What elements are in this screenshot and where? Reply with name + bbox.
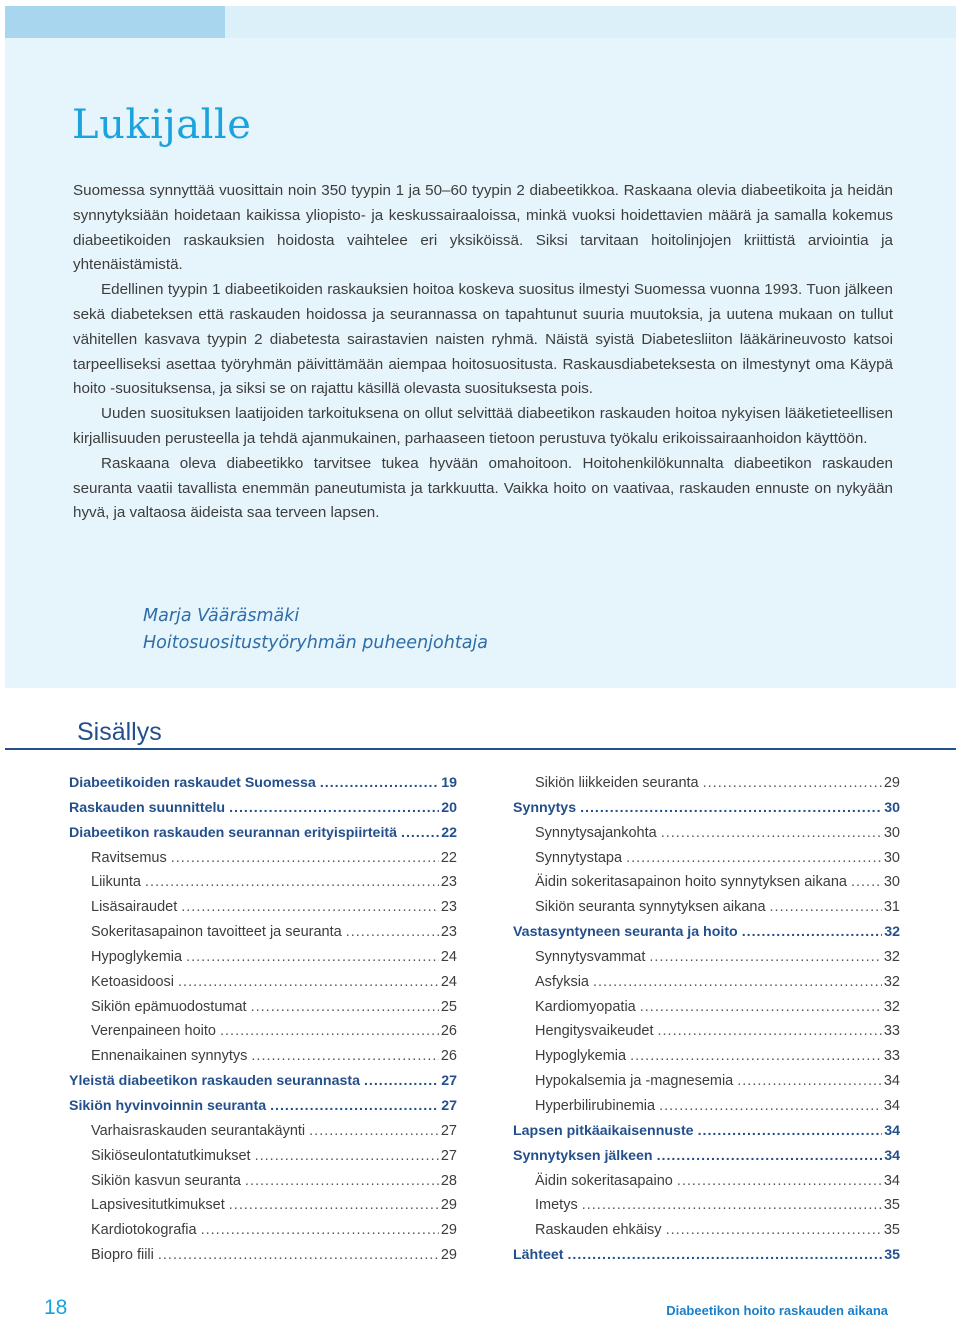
toc-entry-label: Äidin sokeritasapaino [535,1172,673,1189]
signature [143,603,488,657]
toc-leader-dots [703,775,882,791]
toc-entry-label: Synnytysajankohta [535,824,657,841]
toc-entry-page: 34 [883,1097,900,1114]
toc-leader-dots [657,1148,883,1164]
intro-title: Lukijalle [72,102,252,148]
toc-entry-label: Hyperbilirubinemia [535,1097,656,1114]
toc-leader-dots [698,1123,883,1139]
toc-entry-label: Hypoglykemia [91,948,183,965]
toc-entry[interactable] [69,949,457,974]
toc-entry-label: Diabeetikon raskauden seurannan erityispiirteitä [69,824,398,841]
toc-entry-page: 19 [441,775,457,791]
toc-left-column [69,775,457,1272]
toc-entry-page: 34 [883,1172,900,1189]
toc-entry-label: Imetys [535,1197,578,1214]
intro-paragraph-1: Suomessa synnyttää vuosittain noin 350 tyypin 1 ja 50–60 tyypin 2 diabeetikkoa. Raskaana olevia diabeetikoita ja heidän synnytyksiään hoidetaan kaikissa yliopisto- ja keskussairaaloissa, minkä vuoksi hoidettavien määrä ja samalla kokemus diabeetikoiden raskauksien hoidosta vaihtelee eri yksiköissä. Siksi tarvitaan hoitolinjojen kriittistä arviointia ja yhtenäistämistä. [73,182,893,274]
toc-leader-dots [270,1098,439,1114]
toc-leader-dots [593,974,882,990]
toc-entry[interactable] [69,1247,457,1272]
toc-entry[interactable] [513,999,900,1024]
toc-entry[interactable] [69,1173,457,1198]
toc-leader-dots [661,825,882,841]
toc-entry-label: Yleistä diabeetikon raskauden seurannasta [69,1073,360,1090]
toc-leader-dots [171,850,439,866]
toc-entry[interactable] [513,974,900,999]
toc-leader-dots [582,1197,882,1213]
toc-entry-label: Vastasyntyneen seuranta ja hoito [513,924,738,941]
toc-leader-dots [229,800,439,816]
toc-entry[interactable] [69,1048,457,1073]
toc-right-column [513,775,900,1272]
toc-entry-label: Diabeetikoiden raskaudet Suomessa [69,775,316,791]
toc-leader-dots [145,874,439,890]
toc-entry-label: Ravitsemus [91,849,167,866]
toc-entry[interactable] [513,1048,900,1073]
toc-entry[interactable] [513,899,900,924]
toc-entry-label: Lapsen pitkäaikaisennuste [513,1122,694,1139]
signature-name: Marja Vääräsmäki [143,606,300,626]
intro-paragraph-2: Edellinen tyypin 1 diabeetikoiden raskauksien hoitoa koskeva suositus ilmestyi Suomessa vuonna 1993. Tuon jälkeen sekä diabeteksen että raskauden hoidossa ja seurannassa on tapahtunut suuria muutoksia, ja uutena mukaan on tullut vähitellen kasvava tyypin 2 diabetesta sairastavien naisten ryhmä. Näistä syistä Diabetesliiton lääkärineuvosto katsoi tarpeelliseksi asettaa työryhmän päivittämään aiempaa hoitosuositusta. Raskausdiabeteksesta on ilmestynyt oma Käypä hoito -suosituksensa, ja siksi se on rajattu käsillä olevasta suosituksesta pois. [73,281,893,398]
toc-leader-dots [640,999,882,1015]
signature-role: Hoitosuositustyöryhmän puheenjohtaja [143,633,489,653]
toc-entry-page: 34 [884,1147,900,1164]
toc-entry-page: 35 [884,1247,900,1264]
toc-entry[interactable] [69,1023,457,1048]
toc-entry-label: Lähteet [513,1247,564,1264]
toc-entry-page: 30 [883,849,900,866]
toc-entry-page: 27 [441,1073,457,1090]
toc-entry[interactable] [513,1148,900,1173]
toc-entry-label: Sikiön epämuodostumat [91,998,247,1015]
toc-leader-dots [580,800,882,816]
toc-entry-label: Hypokalsemia ja -magnesemia [535,1073,734,1090]
toc-entry-page: 29 [883,775,900,791]
toc-entry-page: 30 [883,874,900,891]
toc-entry-label: Synnytyksen jälkeen [513,1147,653,1164]
toc-leader-dots [320,775,439,791]
toc-entry[interactable] [69,924,457,949]
toc-entry-label: Sikiön liikkeiden seuranta [535,775,699,791]
toc-leader-dots [255,1148,439,1164]
toc-entry[interactable] [69,800,457,825]
toc-entry-label: Sikiön seuranta synnytyksen aikana [535,899,766,916]
toc-entry-label: Lisäsairaudet [91,899,178,916]
toc-entry-page: 29 [440,1222,457,1239]
toc-entry-label: Sikiön kasvun seuranta [91,1172,241,1189]
toc-entry-label: Asfyksia [535,973,589,990]
toc-entry-page: 28 [440,1172,457,1189]
page-number: 18 [44,1296,68,1319]
toc-entry-label: Ennenaikainen synnytys [91,1048,248,1065]
toc-entry[interactable] [513,850,900,875]
toc-entry[interactable] [513,1247,900,1272]
toc-entry-label: Verenpaineen hoito [91,1023,216,1040]
toc-leader-dots [309,1123,439,1139]
toc-entry-label: Hengitysvaikeudet [535,1023,654,1040]
toc-leader-dots [364,1073,439,1089]
intro-paragraph-4: Raskaana oleva diabeetikko tarvitsee tukea hyvään omahoitoon. Hoitohenkilökunnalta diabeetikon raskauden seuranta vaatii tavallista enemmän paneutumista ja tarkkuutta. Vaikka hoito on vaativaa, raskauden ennuste on nykyään hyvä, ja valtaosa äideista saa terveen lapsen. [73,454,893,522]
toc-leader-dots [346,924,439,940]
toc-leader-dots [626,850,882,866]
toc-entry-page: 32 [884,924,900,941]
toc-entry-page: 23 [440,874,457,891]
toc-leader-dots [220,1023,439,1039]
toc-leader-dots [737,1073,882,1089]
toc-entry-label: Varhaisraskauden seurantakäynti [91,1122,306,1139]
toc-entry[interactable] [513,1073,900,1098]
toc-entry-page: 22 [441,824,457,841]
toc-entry-page: 31 [883,899,900,916]
toc-leader-dots [677,1173,882,1189]
toc-entry-label: Synnytys [513,799,577,816]
header-band-dark [5,6,225,38]
toc-entry[interactable] [513,775,900,800]
toc-entry-label: Sikiöseulontatutkimukset [91,1147,251,1164]
toc-leader-dots [630,1048,882,1064]
toc-entry-label: Synnytysvammat [535,948,646,965]
toc-leader-dots [658,1023,882,1039]
toc-entry[interactable] [513,800,900,825]
toc-entry[interactable] [69,1148,457,1173]
toc-entry-page: 32 [883,998,900,1015]
toc-entry[interactable] [513,825,900,850]
toc-entry[interactable] [69,899,457,924]
toc-leader-dots [659,1098,882,1114]
toc-entry[interactable] [513,874,900,899]
toc-entry[interactable] [69,974,457,999]
intro-body [73,179,893,526]
toc-divider [5,748,956,750]
toc-leader-dots [251,1048,438,1064]
toc-leader-dots [666,1222,882,1238]
toc-leader-dots [649,949,881,965]
toc-entry-page: 33 [883,1023,900,1040]
toc-entry[interactable] [513,1222,900,1247]
toc-entry-page: 24 [440,973,457,990]
toc-entry[interactable] [69,1073,457,1098]
footer-publication-title: Diabeetikon hoito raskauden aikana [666,1303,888,1318]
toc-entry-label: Raskauden suunnittelu [69,799,226,816]
toc-entry-page: 27 [440,1147,457,1164]
intro-paragraph-3: Uuden suosituksen laatijoiden tarkoituksena on ollut selvittää diabeetikon raskauden hoitoa nykyisen lääketieteellisen kirjallisuuden perusteella ja tehdä ajanmukainen, parhaaseen tietoon perustuva työkalu erikoissairaanhoidon käyttöön. [73,405,893,447]
toc-entry-page: 30 [883,824,900,841]
toc-entry-page: 33 [883,1048,900,1065]
toc-entry-label: Ketoasidoosi [91,973,175,990]
toc-entry-label: Lapsivesitutkimukset [91,1197,225,1214]
toc-leader-dots [186,949,439,965]
toc-entry[interactable] [513,924,900,949]
toc-leader-dots [229,1197,439,1213]
toc-entry-page: 25 [440,998,457,1015]
toc-leader-dots [158,1247,439,1263]
toc-leader-dots [851,874,882,890]
toc-entry-page: 23 [440,899,457,916]
toc-leader-dots [567,1247,882,1263]
toc-entry[interactable] [69,1098,457,1123]
toc-entry[interactable] [513,1197,900,1222]
toc-entry-label: Sokeritasapainon tavoitteet ja seuranta [91,924,342,941]
toc-leader-dots [251,999,439,1015]
toc-entry-label: Hypoglykemia [535,1048,627,1065]
toc-entry-page: 26 [440,1023,457,1040]
toc-entry-page: 29 [440,1197,457,1214]
toc-entry-label: Sikiön hyvinvoinnin seuranta [69,1097,267,1114]
toc-entry-page: 24 [440,948,457,965]
toc-leader-dots [742,924,883,940]
toc-entry-label: Liikunta [91,874,141,891]
toc-leader-dots [178,974,439,990]
toc-entry-page: 29 [440,1247,457,1264]
toc-entry[interactable] [69,999,457,1024]
toc-entry[interactable] [513,1173,900,1198]
toc-entry-label: Äidin sokeritasapainon hoito synnytyksen aikana [535,874,847,891]
toc-entry-page: 20 [441,799,457,816]
toc-entry-label: Kardiotokografia [91,1222,197,1239]
toc-entry[interactable] [69,1123,457,1148]
toc-leader-dots [245,1173,439,1189]
toc-entry-page: 34 [884,1122,900,1139]
toc-entry[interactable] [69,1197,457,1222]
toc-entry-page: 32 [883,973,900,990]
toc-title: Sisällys [77,718,162,746]
toc-entry[interactable] [513,1023,900,1048]
toc-entry-page: 32 [883,948,900,965]
toc-entry[interactable] [513,1123,900,1148]
toc-entry-page: 27 [441,1097,457,1114]
toc-leader-dots [401,825,439,841]
toc-entry[interactable] [513,1098,900,1123]
toc-entry-page: 23 [440,924,457,941]
toc-entry[interactable] [69,850,457,875]
toc-entry-page: 30 [884,799,900,816]
toc-entry[interactable] [69,775,457,800]
toc-entry-label: Kardiomyopatia [535,998,636,1015]
toc-entry[interactable] [69,825,457,850]
toc-entry-page: 26 [440,1048,457,1065]
header-band-light [225,6,956,38]
toc-entry-label: Biopro fiili [91,1247,154,1264]
toc-entry-page: 22 [440,849,457,866]
toc-entry-label: Raskauden ehkäisy [535,1222,662,1239]
toc-leader-dots [770,899,882,915]
toc-entry-page: 35 [883,1197,900,1214]
toc-leader-dots [201,1222,439,1238]
toc-entry-page: 34 [883,1073,900,1090]
toc-entry[interactable] [69,874,457,899]
toc-entry[interactable] [513,949,900,974]
toc-leader-dots [181,899,439,915]
toc-entry[interactable] [69,1222,457,1247]
toc-entry-label: Synnytystapa [535,849,623,866]
toc-entry-page: 27 [440,1122,457,1139]
toc-entry-page: 35 [883,1222,900,1239]
